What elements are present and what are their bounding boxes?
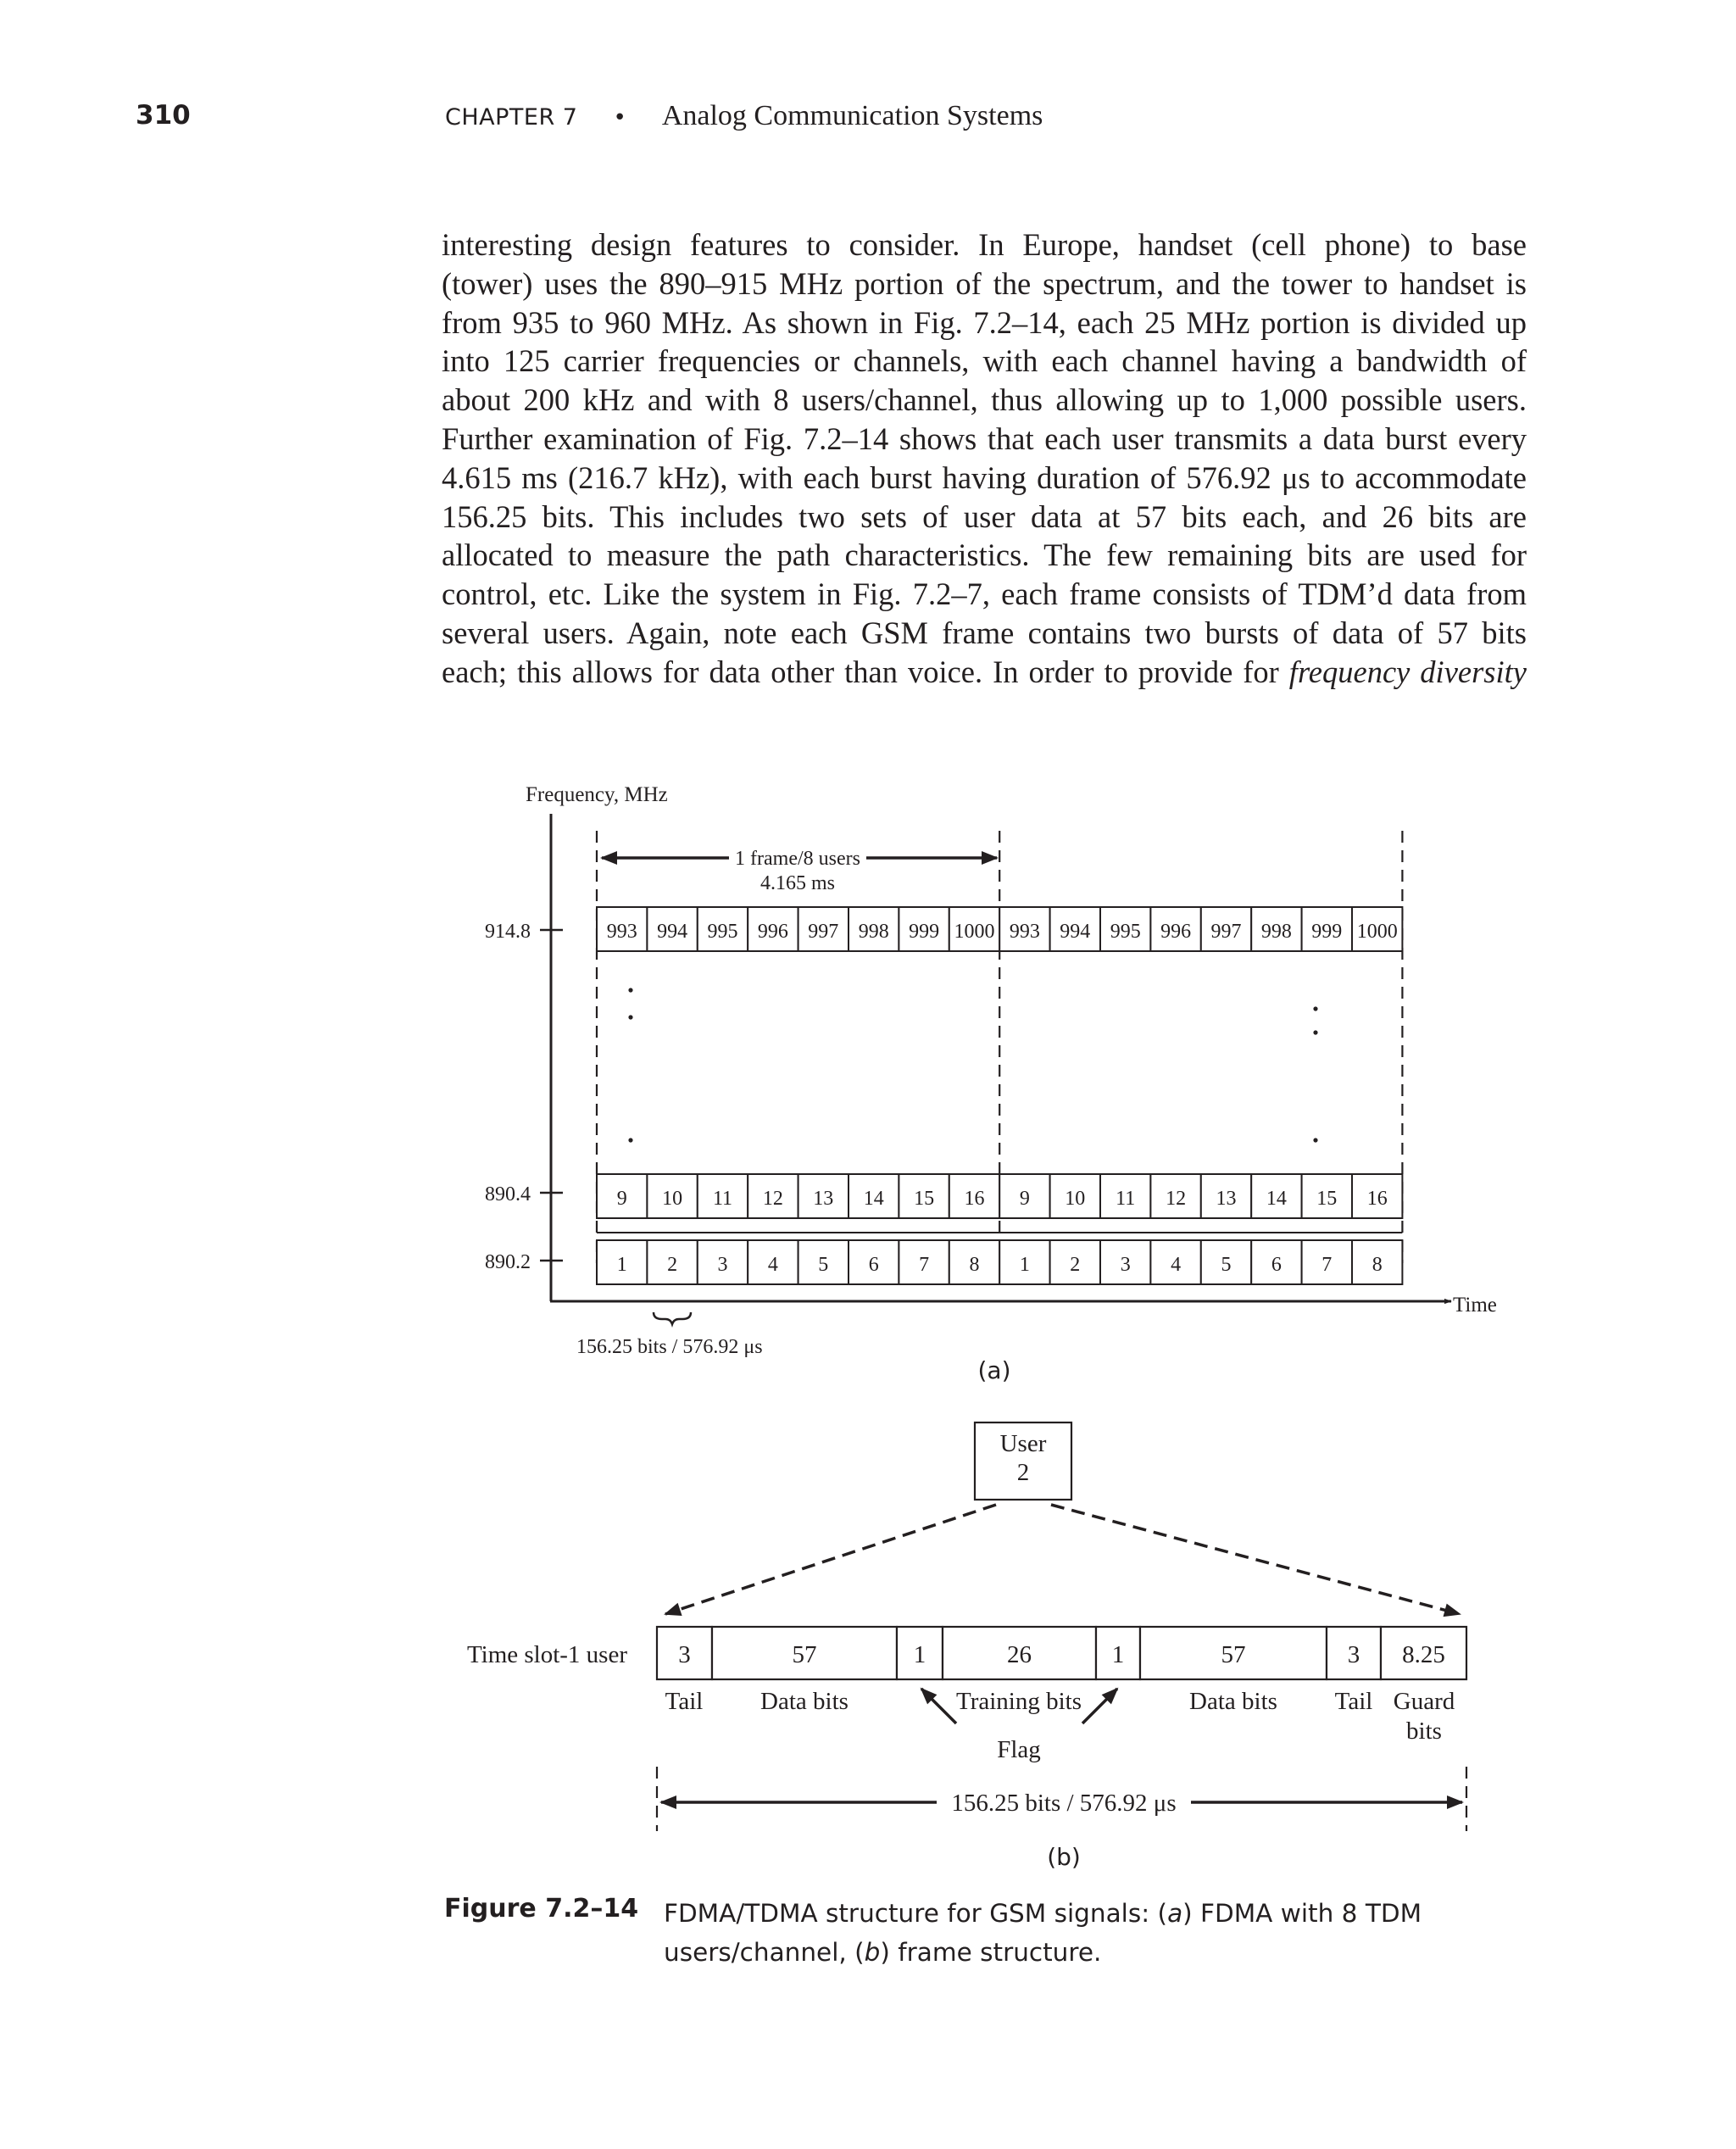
time-slot-label: 11 bbox=[1116, 1188, 1136, 1210]
body-line: 4.615 ms (216.7 kHz), with each burst having duration of 576.92 μs to accommodate bbox=[442, 459, 1527, 495]
time-slot-label: 14 bbox=[1266, 1188, 1287, 1210]
time-slot-label: 1000 bbox=[1356, 921, 1398, 943]
time-slot-label: 15 bbox=[914, 1188, 935, 1210]
body-line: from 935 to 960 MHz. As shown in Fig. 7.2–14, each 25 MHz portion is divided up bbox=[442, 304, 1527, 340]
burst-field-value: 57 bbox=[1221, 1641, 1246, 1668]
slot-duration-label: 156.25 bits / 576.92 μs bbox=[576, 1336, 763, 1358]
time-slot-label: 12 bbox=[1166, 1188, 1187, 1210]
time-slot-label: 8 bbox=[969, 1254, 980, 1276]
time-slot-label: 4 bbox=[767, 1254, 778, 1276]
time-slot-label: 995 bbox=[1110, 921, 1141, 943]
time-slot-label: 16 bbox=[964, 1188, 985, 1210]
body-line: several users. Again, note each GSM frame contains two bursts of data of 57 bits bbox=[442, 615, 1527, 650]
time-slot-label: 993 bbox=[1009, 921, 1040, 943]
body-line: interesting design features to consider. In Europe, handset (cell phone) to base bbox=[442, 227, 1527, 262]
body-line: allocated to measure the path characteristics. The few remaining bits are used for bbox=[442, 537, 1527, 573]
time-slot-label: 7 bbox=[919, 1254, 930, 1276]
time-slot-label: 2 bbox=[667, 1254, 678, 1276]
time-slot-label: 993 bbox=[606, 921, 637, 943]
time-slot-label: 994 bbox=[1060, 921, 1091, 943]
ellipsis-dot bbox=[628, 1015, 632, 1019]
time-slot-label: 5 bbox=[818, 1254, 829, 1276]
expand-arrow-left bbox=[665, 1505, 996, 1614]
part-b-label: (b) bbox=[1047, 1843, 1081, 1871]
burst-field-value: 57 bbox=[792, 1641, 817, 1668]
time-slot-label: 9 bbox=[616, 1188, 627, 1210]
label-data-left: Data bits bbox=[760, 1688, 849, 1715]
figure-a bbox=[485, 783, 1497, 1384]
time-slot-label: 1000 bbox=[954, 921, 995, 943]
slot-brace bbox=[654, 1312, 691, 1324]
label-guard-line1: Guard bbox=[1393, 1688, 1455, 1715]
time-slot-label: 998 bbox=[1260, 921, 1292, 943]
time-slot-label: 15 bbox=[1316, 1188, 1338, 1210]
row-label: Time slot-1 user bbox=[466, 1641, 627, 1668]
time-slot-label: 13 bbox=[813, 1188, 834, 1210]
time-slot-label: 7 bbox=[1321, 1254, 1333, 1276]
time-slot-label: 2 bbox=[1070, 1254, 1081, 1276]
chapter-label: CHAPTER 7 bbox=[445, 104, 578, 131]
label-flag: Flag bbox=[997, 1736, 1041, 1763]
ellipsis-dot bbox=[1313, 1138, 1317, 1142]
y-axis-label: Frequency, MHz bbox=[526, 783, 668, 806]
user-box-line1: User bbox=[999, 1430, 1047, 1457]
time-slot-label: 10 bbox=[1065, 1188, 1086, 1210]
time-slot-label: 13 bbox=[1216, 1188, 1237, 1210]
flag-arrow-right bbox=[1082, 1689, 1117, 1723]
figure-caption-text: FDMA/TDMA structure for GSM signals: (a) FDMA with 8 TDM users/channel, (b) frame structure. bbox=[664, 1899, 1422, 1967]
time-slot-label: 995 bbox=[707, 921, 738, 943]
time-slot-label: 996 bbox=[757, 921, 788, 943]
time-slot-label: 9 bbox=[1019, 1188, 1030, 1210]
time-slot-label: 11 bbox=[712, 1188, 733, 1210]
frame-label-line2: 4.165 ms bbox=[760, 872, 836, 894]
label-training: Training bits bbox=[956, 1688, 1082, 1715]
time-slot-label: 10 bbox=[662, 1188, 683, 1210]
time-slot-label: 16 bbox=[1366, 1188, 1388, 1210]
body-line: about 200 kHz and with 8 users/channel, thus allowing up to 1,000 possible users. bbox=[442, 382, 1527, 418]
time-slot-label: 997 bbox=[808, 921, 839, 943]
body-line: into 125 carrier frequencies or channels, with each channel having a bandwidth of bbox=[442, 343, 1527, 379]
figure-caption-label: Figure 7.2–14 bbox=[444, 1894, 639, 1924]
time-slot-label: 8 bbox=[1372, 1254, 1383, 1276]
label-tail-right: Tail bbox=[1334, 1688, 1373, 1715]
freq-label: 914.8 bbox=[485, 921, 531, 943]
time-slot-label: 997 bbox=[1210, 921, 1242, 943]
time-slot-label: 6 bbox=[1271, 1254, 1282, 1276]
freq-label: 890.2 bbox=[485, 1251, 531, 1273]
time-slot-label: 3 bbox=[717, 1254, 728, 1276]
time-slot-label: 4 bbox=[1171, 1254, 1182, 1276]
expand-arrow-right bbox=[1051, 1505, 1460, 1614]
ellipsis-dot bbox=[628, 988, 632, 992]
burst-field-value: 3 bbox=[678, 1641, 691, 1668]
user-box-line2: 2 bbox=[1016, 1459, 1030, 1486]
freq-label: 890.4 bbox=[485, 1183, 531, 1205]
label-tail-left: Tail bbox=[665, 1688, 704, 1715]
label-guard-line2: bits bbox=[1406, 1718, 1442, 1745]
frame-label-line1: 1 frame/8 users bbox=[735, 848, 860, 870]
figure-b bbox=[467, 1422, 1466, 1871]
body-line: each; this allows for data other than voice. In order to provide for frequency diversity bbox=[442, 654, 1527, 689]
time-slot-label: 998 bbox=[858, 921, 889, 943]
burst-field-value: 1 bbox=[913, 1641, 926, 1668]
time-slot-label: 5 bbox=[1221, 1254, 1232, 1276]
chapter-title: Analog Communication Systems bbox=[661, 100, 1043, 131]
body-line: control, etc. Like the system in Fig. 7.2–7, each frame consists of TDM’d data from bbox=[442, 576, 1527, 612]
burst-field-value: 8.25 bbox=[1402, 1641, 1445, 1668]
time-slot-label: 6 bbox=[868, 1254, 879, 1276]
label-data-right: Data bits bbox=[1189, 1688, 1277, 1715]
duration-label: 156.25 bits / 576.92 μs bbox=[951, 1790, 1177, 1817]
flag-arrow-left bbox=[921, 1689, 956, 1723]
ellipsis-dot bbox=[628, 1138, 632, 1142]
time-slot-label: 1 bbox=[616, 1254, 627, 1276]
burst-field-value: 3 bbox=[1347, 1641, 1360, 1668]
burst-field-value: 26 bbox=[1007, 1641, 1032, 1668]
time-slot-label: 994 bbox=[657, 921, 688, 943]
body-line: Further examination of Fig. 7.2–14 shows that each user transmits a data burst every bbox=[442, 420, 1527, 456]
body-line: 156.25 bits. This includes two sets of user data at 57 bits each, and 26 bits are bbox=[442, 498, 1527, 534]
burst-field-value: 1 bbox=[1111, 1641, 1125, 1668]
body-line: (tower) uses the 890–915 MHz portion of the spectrum, and the tower to handset is bbox=[442, 265, 1527, 301]
time-slot-label: 3 bbox=[1120, 1254, 1131, 1276]
time-slot-label: 996 bbox=[1160, 921, 1192, 943]
x-axis-label: Time bbox=[1453, 1294, 1497, 1317]
time-slot-label: 12 bbox=[762, 1188, 783, 1210]
header-bullet: • bbox=[613, 105, 626, 131]
time-slot-label: 14 bbox=[863, 1188, 884, 1210]
ellipsis-dot bbox=[1313, 1006, 1317, 1010]
time-slot-label: 999 bbox=[909, 921, 940, 943]
page-number: 310 bbox=[136, 100, 191, 131]
time-slot-label: 999 bbox=[1311, 921, 1343, 943]
time-slot-label: 1 bbox=[1019, 1254, 1030, 1276]
ellipsis-dot bbox=[1313, 1030, 1317, 1034]
part-a-label: (a) bbox=[977, 1356, 1011, 1384]
